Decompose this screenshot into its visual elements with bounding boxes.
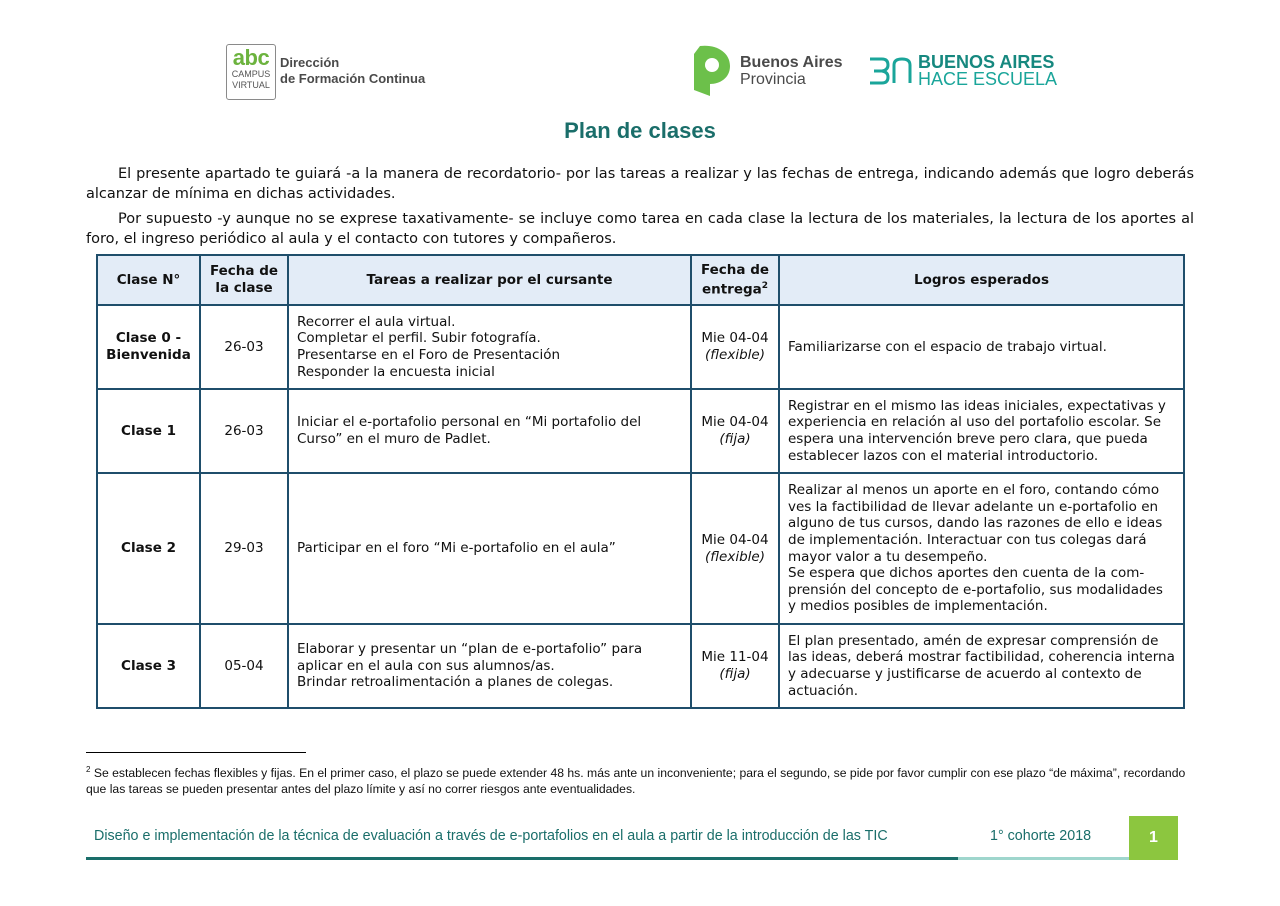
cell-logros: Familiarizarse con el espacio de trabajo virtual. [779,305,1184,389]
table-row [97,473,1184,624]
footnote-text: Se establecen fechas flexibles y fijas. En el primer caso, el plazo se puede extender 48 hs. más ante un inconveniente; para el segundo, se pide por favor cumplir con ese plazo “de máxima”, recordando que las tareas se pueden presentar antes del plazo límite y así no correr riesgos ante eventualidades. [86,766,1186,797]
cell-fecha: 29-03 [200,473,288,624]
cell-fecha: 26-03 [200,389,288,473]
abc-logo-campus: CAMPUS [231,69,271,79]
be-line2: HACE ESCUELA [918,69,1058,89]
intro-paragraph-1: El presente apartado te guiará -a la manera de recordatorio- por las tareas a realizar y las fechas de entrega, indicando además que logro deberás alcanzar de mínima en dichas actividades. [86,166,1194,202]
header-clase: Clase N° [97,255,200,305]
footer-course-title: Diseño e implementación de la técnica de evaluación a través de e-portafolios en el aula a partir de la introducción de las TIC [94,828,888,844]
plan-table [96,254,1185,709]
footer-cohort: 1° cohorte 2018 [990,828,1092,844]
cell-fecha: 26-03 [200,305,288,389]
footnote [86,762,1196,797]
cell-clase: Clase 0 - Bienvenida [97,305,200,389]
table-row [97,624,1184,708]
cell-tareas: Iniciar el e-portafolio personal en “Mi portafolio del Curso” en el muro de Padlet. [288,389,691,473]
direccion-line2: de Formación Continua [280,71,426,86]
ba-line2: Provincia [740,71,806,88]
intro-paragraph-2: Por supuesto -y aunque no se exprese taxativamente- se incluye como tarea en cada clase la lectura de los materiales, la lectura de los aportes al foro, el ingreso periódico al aula y el contacto con tutores y compañeros. [86,211,1194,247]
table-row [97,389,1184,473]
buenos-aires-provincia-text [740,54,843,88]
header-tareas: Tareas a realizar por el cursante [288,255,691,305]
cell-entrega: Mie 11-04 (fija) [691,624,779,708]
cell-fecha: 05-04 [200,624,288,708]
cell-logros: Realizar al menos un aporte en el foro, contando cómo ves la factibilidad de llevar adelante un e-portafolio en alguno de tus cursos, dando las razones de ello e ideas de implementación. Interactuar con tus colegas dará mayor valor a tu desempeño. Se espera que dichos aportes den cuenta de la com-prensión del concepto de e-portafolio, sus modalidades y medios posibles de implementación. [779,473,1184,624]
page-title: Plan de clases [564,118,716,143]
header-fecha-clase: Fecha de la clase [200,255,288,305]
cell-entrega: Mie 04-04 (fija) [691,389,779,473]
header-logros: Logros esperados [779,255,1184,305]
buenos-aires-hace-escuela-text [918,54,1057,88]
cell-tareas: Recorrer el aula virtual. Completar el perfil. Subir fotografía. Presentarse en el Foro de Presentación Responder la encuesta inicial [288,305,691,389]
table-header-row [97,255,1184,305]
cell-clase: Clase 3 [97,624,200,708]
footer-divider [86,857,958,860]
buenos-aires-hace-escuela-icon [868,55,912,87]
direccion-text [280,55,425,87]
cell-clase: Clase 1 [97,389,200,473]
abc-logo-virtual: VIRTUAL [232,80,270,90]
footnote-divider [86,752,306,753]
header-fecha-entrega: Fecha de entrega$^2$ [691,255,779,305]
abc-logo-text: abc [232,45,270,70]
footnote-number: 2 [86,765,91,774]
cell-entrega: Mie 04-04 (flexible) [691,305,779,389]
cell-tareas: Participar en el foro “Mi e-portafolio en el aula” [288,473,691,624]
abc-campus-logo [226,44,276,100]
cell-logros: El plan presentado, amén de expresar comprensión de las ideas, deberá mostrar factibilidad, coherencia interna y adecuarse y justificarse de acuerdo al contexto de actuación. [779,624,1184,708]
cell-clase: Clase 2 [97,473,200,624]
cell-tareas: Elaborar y presentar un “plan de e-portafolio” para aplicar en el aula con sus alumnos/as. Brindar retroalimentación a planes de colegas. [288,624,691,708]
cell-entrega: Mie 04-04 (flexible) [691,473,779,624]
cell-logros: Registrar en el mismo las ideas iniciales, expectativas y experiencia en relación al uso del portafolio escolar. Se espera una intervención breve pero clara, que pueda establecer lazos con el material introductorio. [779,389,1184,473]
direccion-line1: Dirección [280,55,340,70]
page-number: 1 [1129,816,1178,860]
footnote-ref: 2 [761,281,769,292]
table-row [97,305,1184,389]
ba-line1: Buenos Aires [740,54,843,71]
be-line1: BUENOS AIRES [918,52,1055,72]
footer-divider-light [958,857,1130,860]
buenos-aires-provincia-icon [690,44,732,98]
